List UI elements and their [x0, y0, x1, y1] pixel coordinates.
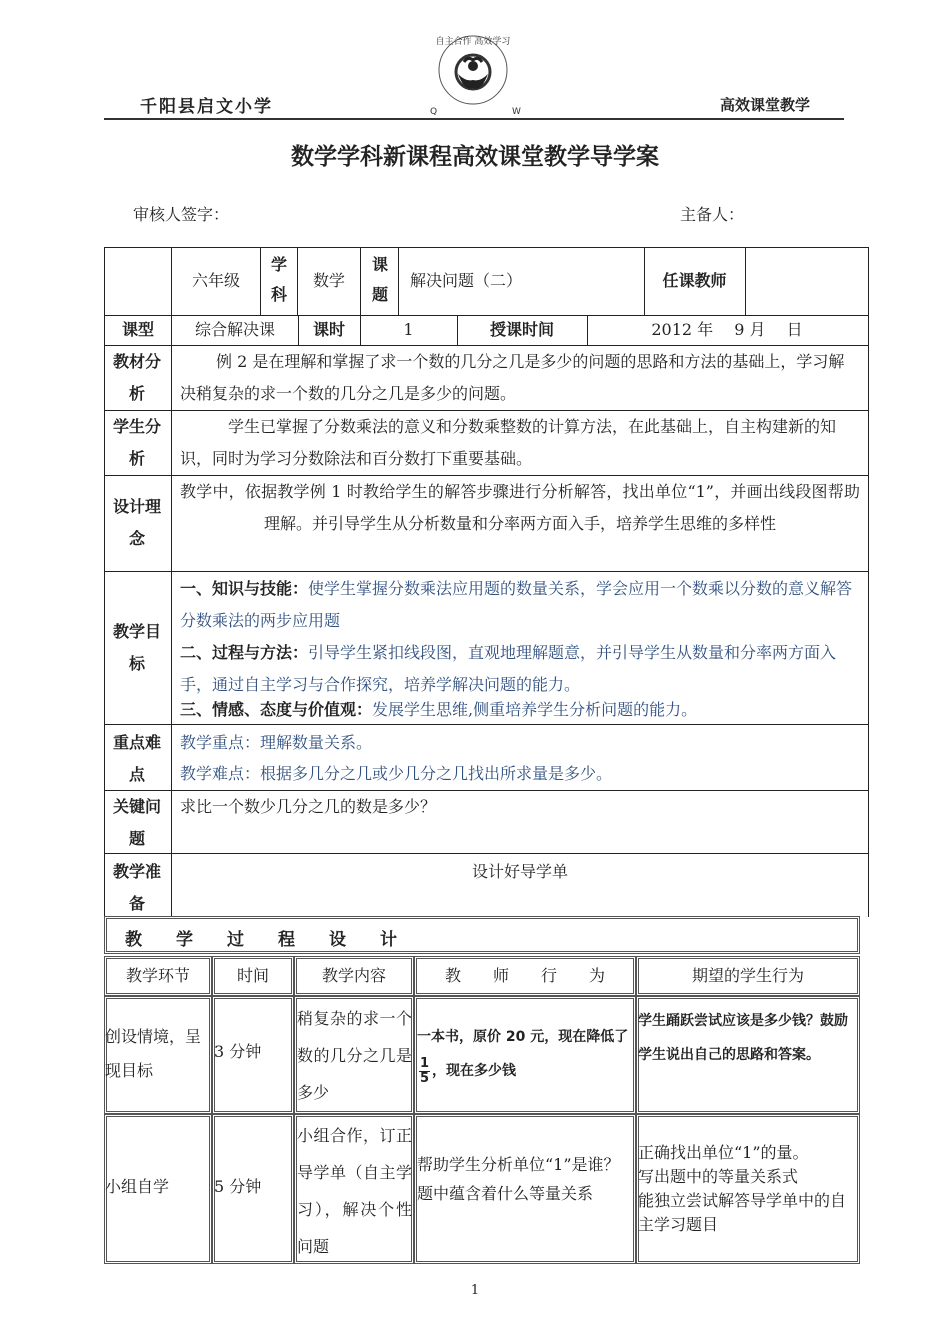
header-teacher: 教 师 行 为 — [414, 956, 636, 996]
row2-student-line-a: 正确找出单位“1”的量。 — [638, 1143, 809, 1162]
reviewer-label: 审核人签字： — [133, 205, 230, 224]
subject-value: 数学 — [312, 271, 345, 290]
type-label: 课型 — [121, 320, 154, 339]
school-logo — [418, 22, 528, 118]
logo-emblem-icon — [418, 22, 528, 118]
period-label: 课时 — [312, 320, 345, 339]
row1-content: 稍复杂的求一个数的几分之几是多少 — [297, 1009, 412, 1102]
teacher-label: 任课教师 — [662, 271, 727, 290]
period-value: 1 — [403, 320, 414, 339]
row2-student-line-b: 写出题中的等量关系式 — [638, 1167, 799, 1186]
goals-label: 教学目标 — [112, 622, 161, 673]
header-student: 期望的学生行为 — [636, 956, 860, 996]
subject-label: 学科 — [270, 255, 287, 304]
topic-label: 课题 — [371, 255, 388, 304]
school-name: 千阳县启文小学 — [140, 97, 273, 117]
brand-label: 高效课堂教学 — [720, 96, 811, 114]
page-number: 1 — [470, 1283, 480, 1298]
logo-text: 自主合作 高效学习 — [435, 37, 511, 47]
time-label: 授课时间 — [489, 320, 554, 339]
key-label: 重点难点 — [112, 733, 161, 784]
material-label: 教材分析 — [112, 352, 161, 403]
row1-stage: 创设情境，呈现目标 — [105, 1027, 202, 1080]
process-title: 教 学 过 程 设 计 — [125, 930, 397, 950]
prep-text: 设计好导学单 — [471, 862, 568, 881]
concept-label: 设计理念 — [112, 497, 161, 548]
goal-3: 三、情感、态度与价值观：发展学生思维,侧重培养学生分析问题的能力。 — [180, 700, 698, 719]
question-text: 求比一个数少几分之几的数是多少？ — [180, 797, 437, 816]
row2-time: 5 分钟 — [214, 1177, 262, 1196]
student-text: 学生已掌握了分数乘法的意义和分数乘整数的计算方法，在此基础上，自主构建新的知识，同时为学习分数除法和百分数打下重要基础。 — [180, 417, 837, 468]
row2-student — [638, 1141, 858, 1237]
row1-student: 学生踊跃尝试应该是多少钱？鼓励学生说出自己的思路和答案。 — [638, 1013, 848, 1063]
header-time: 时间 — [212, 956, 294, 996]
key-point: 教学重点：理解数量关系。 — [180, 733, 373, 752]
fraction-one-fifth: $\frac{1}{5}$ — [420, 1055, 430, 1086]
topic-value: 解决问题（二） — [410, 271, 523, 290]
goal-2: 二、过程与方法：引导学生紧扣线段图，直观地理解题意，并引导学生从数量和分率两方面入手，通过自主学习与合作探究，培养学解决问题的能力。 — [180, 643, 837, 694]
row1-time: 3 分钟 — [214, 1042, 262, 1061]
logo-letter-w: W — [512, 107, 521, 117]
question-label: 关键问题 — [112, 797, 161, 848]
grade-value: 六年级 — [191, 271, 240, 290]
prep-label: 教学准备 — [112, 862, 161, 913]
row2-stage: 小组自学 — [105, 1177, 170, 1196]
difficult-point: 教学难点：根据多几分之几或少几分之几找出所求量是多少。 — [180, 764, 613, 783]
header-divider — [104, 118, 844, 120]
type-value: 综合解决课 — [194, 320, 275, 339]
row2-student-line-c: 能独立尝试解答导学单中的自主学习题目 — [638, 1191, 847, 1234]
time-value: 2012 年 9 月 日 — [651, 320, 803, 339]
logo-letter-q: Q — [430, 107, 438, 117]
header-stage: 教学环节 — [104, 956, 212, 996]
row2-teacher: 帮助学生分析单位“1”是谁？题中蕴含着什么等量关系 — [417, 1155, 620, 1203]
student-label: 学生分析 — [112, 417, 161, 468]
preparer-label: 主备人： — [680, 205, 745, 224]
material-text: 例 2 是在理解和掌握了求一个数的几分之几是多少的问题的思路和方法的基础上，学习解决稍复杂的求一个数的几分之几是多少的问题。 — [180, 352, 845, 403]
goal-1: 一、知识与技能：使学生掌握分数乘法应用题的数量关系，学会应用一个数乘以分数的意义解答分数乘法的两步应用题 — [180, 579, 853, 630]
row2-content: 小组合作，订正导学单（自主学习），解决个性问题 — [297, 1126, 412, 1256]
row1-teacher: 一本书，原价 20 元，现在降低了 $\frac{1}{5}$ ，现在多少钱 — [417, 1029, 629, 1086]
concept-text: 教学中，依据教学例 1 时教给学生的解答步骤进行分析解答，找出单位“1”，并画出线段图帮助理解。并引导学生从分析数量和分率两方面入手，培养学生思维的多样性 — [180, 482, 860, 533]
page-title: 数学学科新课程高效课堂教学导学案 — [291, 144, 659, 170]
header-content: 教学内容 — [294, 956, 414, 996]
